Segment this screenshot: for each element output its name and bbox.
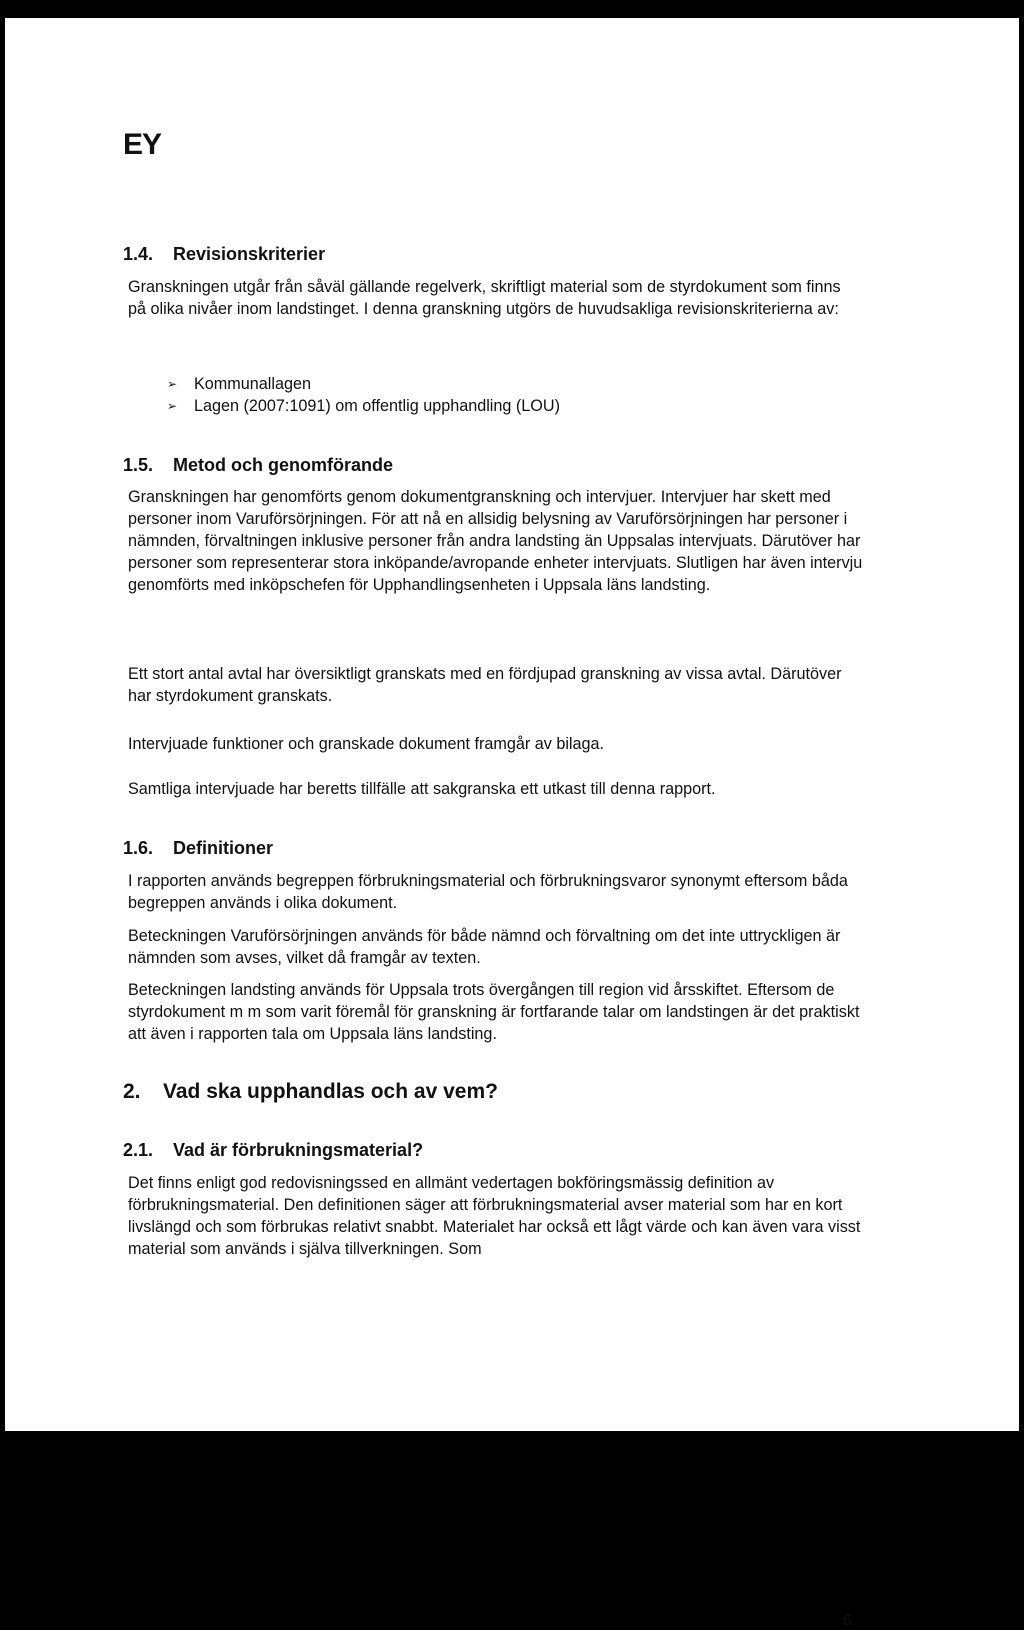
paragraph: Beteckningen Varuförsörjningen används för både nämnd och förvaltning om det inte uttryckligen är nämnden som avses, vilket då framgår av texten. [128, 927, 841, 967]
heading-title: Metod och genomförande [173, 455, 393, 475]
paragraph: Beteckningen landsting används för Uppsala trots övergången till region vid årsskiftet. Eftersom de styrdokument m m som varit föremål för granskning är fortfarande talar om landstingen är det praktiskt att även i rapporten tala om Uppsala läns landsting. [128, 981, 860, 1043]
list-item-text: Lagen (2007:1091) om offentlig upphandling (LOU) [194, 397, 560, 415]
heading-1-5 [123, 455, 393, 476]
heading-1-6 [123, 838, 273, 859]
bullet-list [167, 373, 560, 417]
heading-number: 1.6. [123, 838, 154, 858]
heading-title: Vad är förbrukningsmaterial? [173, 1140, 424, 1160]
arrow-bullet-icon: ➢ [167, 399, 178, 413]
page-number: 6 [843, 1612, 852, 1629]
paragraph: Granskningen har genomförts genom dokumentgranskning och intervjuer. Intervjuer har skett med personer inom Varuförsörjningen. För att nå en allsidig belysning av Varuförsörjningen har personer i nämnden, förvaltningen inklusive personer från andra landsting än Uppsalas intervjuats. Därutöver har personer som representerar stora inköpande/avropande enheter intervjuats. Slutligen har även intervju genomförts med inköpschefen för Upphandlingsenheten i Uppsala läns landsting. [128, 488, 863, 594]
paragraph: I rapporten används begreppen förbrukningsmaterial och förbrukningsvaror synonymt eftersom båda begreppen används i olika dokument. [128, 872, 848, 912]
heading-2-1 [123, 1140, 423, 1161]
heading-number: 2. [123, 1080, 141, 1103]
heading-number: 1.4. [123, 244, 154, 264]
heading-title: Definitioner [173, 838, 274, 858]
paragraph: Det finns enligt god redovisningssed en allmänt vedertagen bokföringsmässig definition av förbrukningsmaterial. Den definitionen säger att förbrukningsmaterial avser material som har en kort livslängd och som förbrukas relativt snabbt. Materialet har också ett lågt värde och kan även vara visst material som används i själva tillverkningen. Som [128, 1174, 861, 1258]
paragraph: Intervjuade funktioner och granskade dokument framgår av bilaga. [128, 735, 605, 753]
heading-title: Revisionskriterier [173, 244, 326, 264]
heading-number: 1.5. [123, 455, 154, 475]
paragraph: Samtliga intervjuade har beretts tillfälle att sakgranska ett utkast till denna rapport. [128, 780, 716, 798]
list-item [167, 373, 560, 395]
heading-number: 2.1. [123, 1140, 154, 1160]
list-item-text: Kommunallagen [194, 375, 311, 393]
heading-1-4 [123, 244, 325, 265]
document-page [5, 18, 1019, 1629]
heading-title: Vad ska upphandlas och av vem? [163, 1080, 498, 1103]
arrow-bullet-icon: ➢ [167, 377, 178, 391]
paragraph: Ett stort antal avtal har översiktligt granskats med en fördjupad granskning av vissa avtal. Därutöver har styrdokument granskats. [128, 665, 842, 705]
list-item [167, 395, 560, 417]
paragraph: Granskningen utgår från såväl gällande regelverk, skriftligt material som de styrdokument som finns på olika nivåer inom landstinget. I denna granskning utgörs de huvudsakliga revisionskriterierna av: [128, 278, 841, 318]
ey-logo: EY [123, 128, 162, 161]
heading-2 [123, 1080, 498, 1104]
